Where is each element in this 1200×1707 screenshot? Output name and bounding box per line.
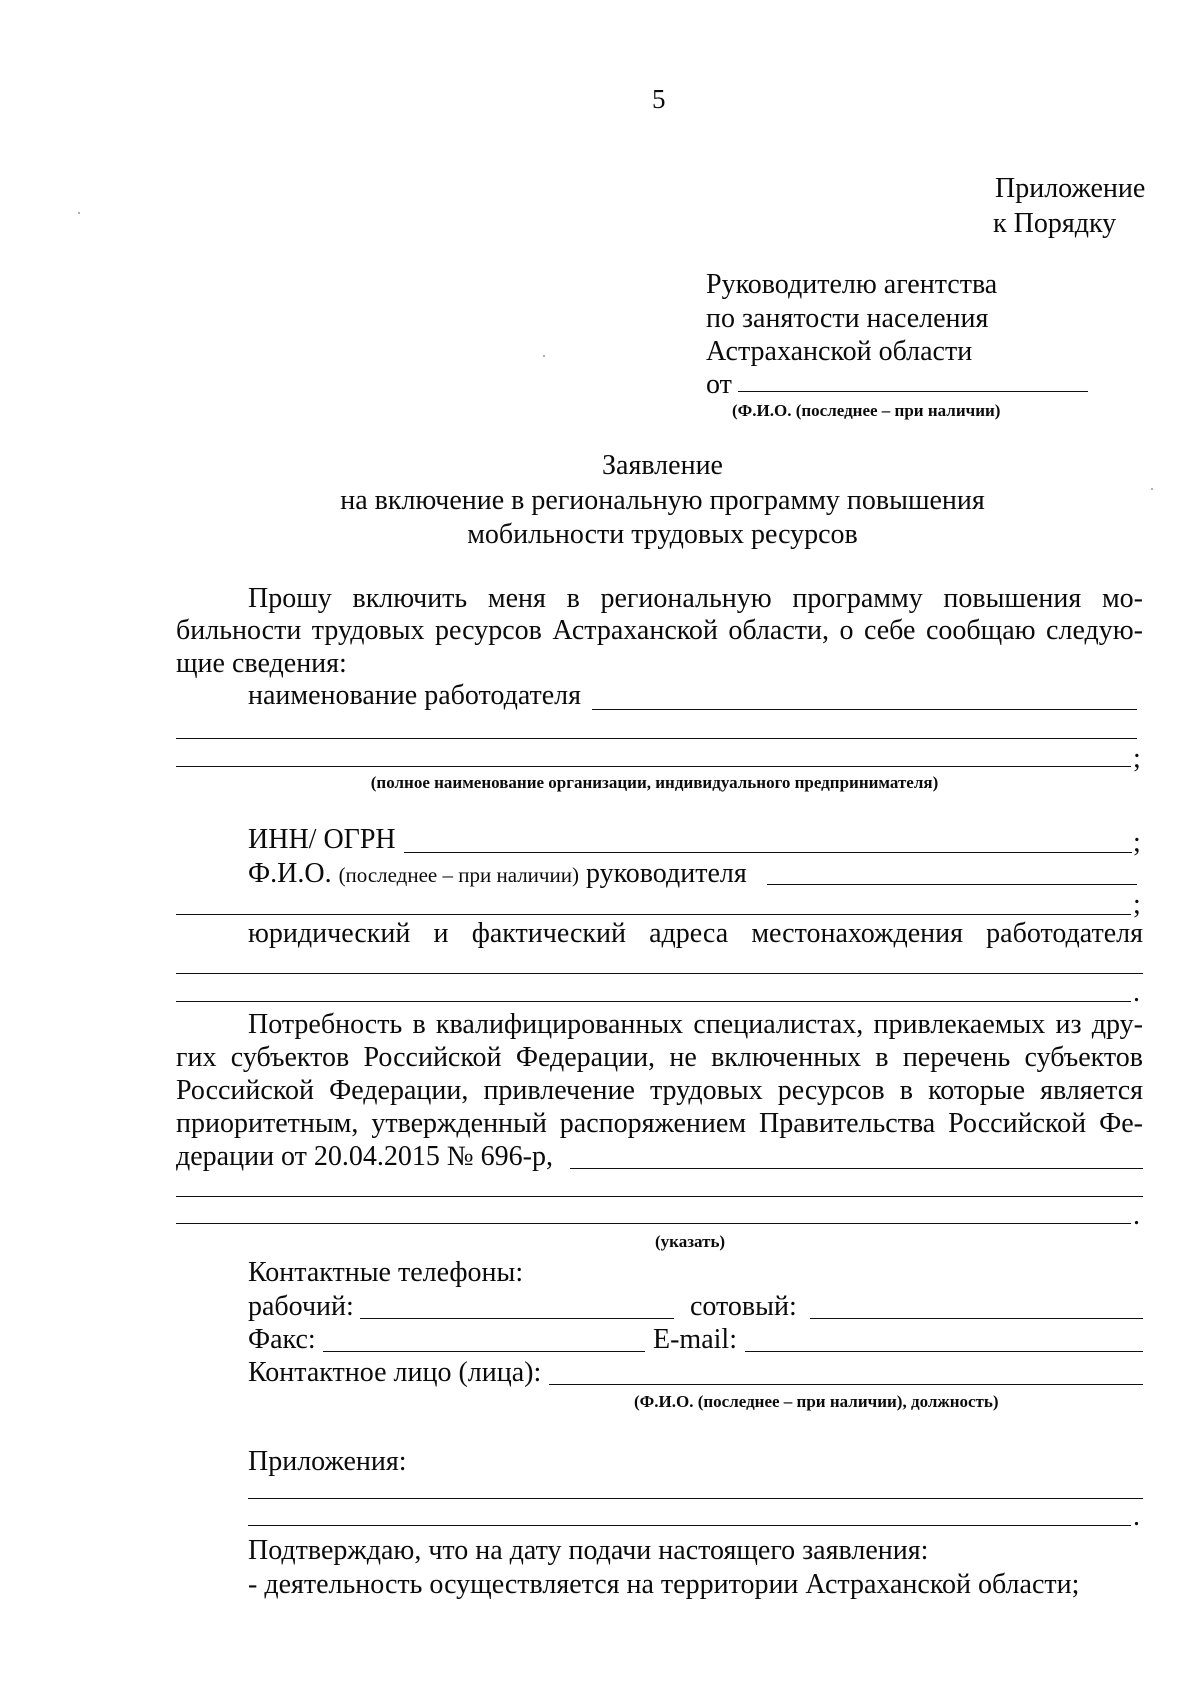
period: . bbox=[1133, 977, 1140, 1008]
addressee-line-3: Астраханской области bbox=[706, 336, 973, 367]
contact-person-hint: (Ф.И.О. (последнее – при наличии), должность) bbox=[634, 1392, 999, 1411]
applicant-name-field[interactable] bbox=[738, 391, 1088, 392]
address-label: юридический и фактический адреса местонахождения работодателя bbox=[248, 918, 1143, 949]
head-fio-field[interactable] bbox=[767, 884, 1137, 885]
employer-name-field-2[interactable] bbox=[176, 738, 1137, 739]
head-fio-label bbox=[248, 857, 747, 892]
semicolon: ; bbox=[1133, 889, 1141, 920]
intro-line-1: Прошу включить меня в региональную программу повышения мо- bbox=[248, 583, 1143, 614]
need-line-3: Российской Федерации, привлечение трудовых ресурсов в которые является bbox=[176, 1075, 1143, 1106]
document-subtitle-line-1: на включение в региональную программу повышения bbox=[340, 485, 985, 516]
contact-person-label: Контактное лицо (лица): bbox=[248, 1357, 542, 1388]
page-number: 5 bbox=[652, 84, 666, 114]
mobile-phone-label: сотовый: bbox=[690, 1291, 797, 1322]
scan-speck bbox=[543, 355, 545, 357]
need-line-5: дерации от 20.04.2015 № 696-р, bbox=[176, 1141, 553, 1172]
need-field-2[interactable] bbox=[176, 1196, 1143, 1197]
semicolon: ; bbox=[1133, 827, 1141, 858]
attachments-field-1[interactable] bbox=[248, 1498, 1143, 1499]
intro-line-2: бильности трудовых ресурсов Астраханской области, о себе сообщаю следую- bbox=[176, 615, 1143, 646]
scan-speck bbox=[1151, 488, 1153, 490]
fax-field[interactable] bbox=[323, 1351, 645, 1352]
email-field[interactable] bbox=[745, 1351, 1143, 1352]
inn-ogrn-label: ИНН/ ОГРН bbox=[248, 824, 396, 855]
confirm-line-2: - деятельность осуществляется на территории Астраханской области; bbox=[248, 1569, 1080, 1600]
contact-phones-title: Контактные телефоны: bbox=[248, 1257, 524, 1288]
contact-person-field[interactable] bbox=[549, 1384, 1143, 1385]
need-line-4: приоритетным, утвержденный распоряжением Правительства Российской Фе- bbox=[176, 1108, 1143, 1139]
employer-name-label: наименование работодателя bbox=[248, 680, 582, 711]
head-fio-field-2[interactable] bbox=[176, 914, 1131, 915]
from-label: от bbox=[706, 369, 732, 400]
address-field-1[interactable] bbox=[176, 973, 1143, 974]
need-line-2: гих субъектов Российской Федерации, не включенных в перечень субъектов bbox=[176, 1042, 1143, 1073]
fax-label: Факс: bbox=[248, 1324, 316, 1355]
head-fio-label-note: (последнее – при наличии) bbox=[338, 863, 579, 887]
attachments-field-2[interactable] bbox=[248, 1525, 1131, 1526]
work-phone-field[interactable] bbox=[360, 1318, 674, 1319]
employer-name-field-3[interactable] bbox=[176, 766, 1131, 767]
appendix-reference: к Порядку bbox=[993, 208, 1117, 239]
need-line-1: Потребность в квалифицированных специалистах, привлекаемых из дру- bbox=[248, 1009, 1143, 1040]
employer-name-hint: (полное наименование организации, индивидуального предпринимателя) bbox=[370, 773, 939, 792]
intro-line-3: щие сведения: bbox=[176, 648, 347, 679]
semicolon: ; bbox=[1133, 743, 1141, 774]
head-fio-label-end: руководителя bbox=[585, 858, 747, 889]
employer-name-field[interactable] bbox=[592, 709, 1137, 710]
document-subtitle-line-2: мобильности трудовых ресурсов bbox=[467, 519, 858, 550]
confirm-line-1: Подтверждаю, что на дату подачи настоящего заявления: bbox=[248, 1535, 929, 1566]
scan-speck bbox=[78, 212, 80, 214]
addressee-line-1: Руководителю агентства bbox=[706, 269, 998, 300]
period: . bbox=[1133, 1200, 1140, 1231]
attachments-label: Приложения: bbox=[248, 1446, 407, 1477]
work-phone-label: рабочий: bbox=[248, 1291, 354, 1322]
need-hint: (указать) bbox=[655, 1232, 726, 1251]
appendix-label: Приложение bbox=[995, 173, 1146, 204]
email-label: E-mail: bbox=[653, 1324, 737, 1355]
need-field-1[interactable] bbox=[570, 1168, 1143, 1169]
inn-ogrn-field[interactable] bbox=[404, 852, 1132, 853]
applicant-name-hint: (Ф.И.О. (последнее – при наличии) bbox=[732, 401, 1001, 420]
mobile-phone-field[interactable] bbox=[810, 1318, 1143, 1319]
need-field-3[interactable] bbox=[176, 1223, 1131, 1224]
period: . bbox=[1133, 1501, 1140, 1532]
head-fio-label-start: Ф.И.О. bbox=[248, 858, 332, 889]
address-field-2[interactable] bbox=[176, 1001, 1131, 1002]
addressee-line-2: по занятости населения bbox=[706, 303, 989, 334]
document-title: Заявление bbox=[602, 450, 723, 481]
